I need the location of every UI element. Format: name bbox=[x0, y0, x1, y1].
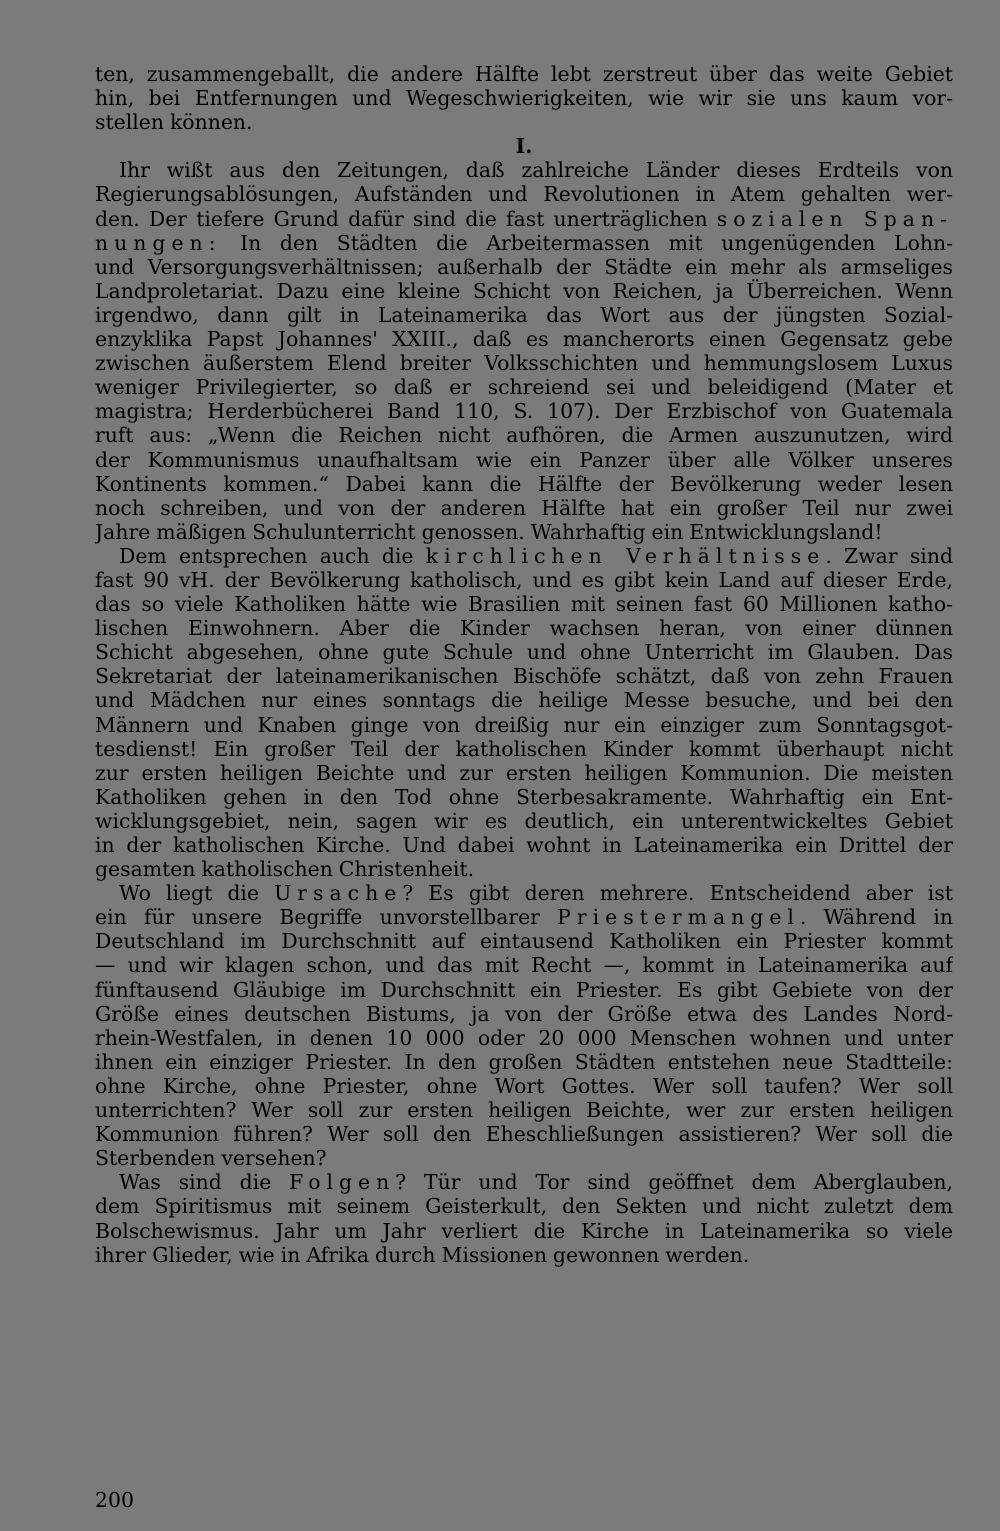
text-line bbox=[95, 929, 953, 953]
text-run: und Mädchen nur eines sonntags die heilige Messe besuche, und bei den bbox=[95, 688, 953, 713]
text-run: und Versorgungsverhältnissen; außerhalb der Städte ein mehr als armseliges bbox=[95, 254, 953, 279]
text-line bbox=[95, 520, 953, 544]
text-line bbox=[95, 640, 953, 664]
text-run: Regierungsablösungen, Aufständen und Revolutionen in Atem gehalten wer- bbox=[95, 182, 953, 207]
page-number: 200 bbox=[95, 1488, 134, 1512]
text-line bbox=[95, 448, 953, 472]
text-run: Größe eines deutschen Bistums, ja von der Größe etwa des Landes Nord- bbox=[95, 1001, 953, 1026]
text-line bbox=[95, 1243, 953, 1267]
text-line bbox=[95, 1074, 953, 1098]
text-run: ihnen ein einziger Priester. In den großen Städten entstehen neue Stadtteile: bbox=[95, 1049, 953, 1074]
text-line bbox=[95, 1050, 953, 1074]
text-run: . Zwar sind bbox=[825, 543, 953, 568]
text-line bbox=[95, 857, 953, 881]
text-run: zwischen äußerstem Elend breiter Volksschichten und hemmungslosem Luxus bbox=[95, 351, 953, 376]
text-run: Dem entsprechen auch die bbox=[119, 543, 426, 568]
text-run: ihrer Glieder, wie in Afrika durch Missionen gewonnen werden. bbox=[95, 1242, 750, 1267]
text-run: tesdienst! Ein großer Teil der katholischen Kinder kommt überhaupt nicht bbox=[95, 736, 953, 761]
text-line bbox=[95, 881, 953, 905]
text-line bbox=[95, 472, 953, 496]
text-line bbox=[95, 905, 953, 929]
text-line bbox=[95, 688, 953, 712]
text-line bbox=[95, 953, 953, 977]
text-run: zur ersten heiligen Beichte und zur ersten heiligen Kommunion. Die meisten bbox=[95, 760, 953, 785]
text-run: Katholiken gehen in den Tod ohne Sterbesakramente. Wahrhaftig ein Ent- bbox=[95, 784, 953, 809]
text-run: ? Tür und Tor sind geöffnet dem Aberglauben, bbox=[395, 1170, 953, 1195]
text-line bbox=[95, 399, 953, 423]
spaced-emphasis: Folgen bbox=[289, 1170, 396, 1195]
text-run: Kontinents kommen.“ Dabei kann die Hälfte der Bevölkerung weder lesen bbox=[95, 471, 953, 496]
text-run: irgendwo, dann gilt in Lateinamerika das Wort aus der jüngsten Sozial- bbox=[95, 302, 953, 327]
text-line bbox=[95, 182, 953, 206]
spaced-emphasis: kirchlichen Verhältnisse bbox=[425, 543, 826, 568]
text-line bbox=[95, 616, 953, 640]
text-run: noch schreiben, und von der anderen Hälfte hat ein großer Teil nur zwei bbox=[95, 495, 953, 520]
text-run: ten, zusammengeballt, die andere Hälfte lebt zerstreut über das weite Gebiet bbox=[95, 62, 953, 86]
text-run: fünftausend Gläubige im Durchschnitt ein Priester. Es gibt Gebiete von der bbox=[95, 977, 953, 1002]
text-run: wicklungsgebiet, nein, sagen wir es deutlich, ein unterentwickeltes Gebiet bbox=[95, 808, 953, 833]
text-run: dem Spiritismus mit seinem Geisterkult, den Sekten und nicht zuletzt dem bbox=[95, 1194, 953, 1219]
text-run: rhein-Westfalen, in denen 10 000 oder 20 000 Menschen wohnen und unter bbox=[95, 1025, 953, 1050]
text-line bbox=[95, 1002, 953, 1026]
text-line bbox=[95, 62, 953, 86]
text-run: — und wir klagen schon, und das mit Recht —, kommt in Lateinamerika auf bbox=[95, 953, 953, 978]
text-run: ohne Kirche, ohne Priester, ohne Wort Gottes. Wer soll taufen? Wer soll bbox=[95, 1073, 953, 1098]
text-line bbox=[95, 255, 953, 279]
text-run: Ihr wißt aus den Zeitungen, daß zahlreiche Länder dieses Erdteils von bbox=[119, 158, 953, 183]
text-line bbox=[95, 375, 953, 399]
text-line bbox=[95, 423, 953, 447]
text-line bbox=[95, 1026, 953, 1050]
text-run: ruft aus: „Wenn die Reichen nicht aufhören, die Armen auszunutzen, wird bbox=[95, 423, 953, 448]
text-run: hin, bei Entfernungen und Wegeschwierigkeiten, wie wir sie uns kaum vor- bbox=[95, 86, 953, 111]
text-run: Männern und Knaben ginge von dreißig nur ein einziger zum Sonntagsgot- bbox=[95, 712, 953, 737]
text-line bbox=[95, 664, 953, 688]
text-line bbox=[95, 785, 953, 809]
section-heading: I. bbox=[515, 134, 533, 159]
text-line bbox=[95, 1098, 953, 1122]
text-run: weniger Privilegierter, so daß er schreiend sei und beleidigend (Mater et bbox=[95, 375, 953, 400]
text-run: ? Es gibt deren mehrere. Entscheidend aber ist bbox=[402, 881, 953, 906]
text-run: das so viele Katholiken hätte wie Brasilien mit seinen fast 60 Millionen katho- bbox=[95, 592, 953, 617]
text-run: Deutschland im Durchschnitt auf eintausend Katholiken ein Priester kommt bbox=[95, 929, 953, 954]
text-line bbox=[95, 496, 953, 520]
text-run: ein für unsere Begriffe unvorstellbarer bbox=[95, 905, 558, 930]
spaced-emphasis: nungen: bbox=[95, 230, 222, 255]
text-run: gesamten katholischen Christenheit. bbox=[95, 857, 475, 882]
text-run: der Kommunismus unaufhaltsam wie ein Panzer über alle Völker unseres bbox=[95, 447, 953, 472]
text-run: Bolschewismus. Jahr um Jahr verliert die Kirche in Lateinamerika so viele bbox=[95, 1218, 953, 1243]
text-line bbox=[95, 207, 953, 231]
text-line bbox=[95, 1146, 953, 1170]
text-run: Was sind die bbox=[119, 1170, 290, 1195]
text-line bbox=[95, 761, 953, 785]
body-text bbox=[95, 62, 953, 1267]
text-line bbox=[95, 737, 953, 761]
text-line bbox=[95, 568, 953, 592]
text-run: Wo liegt die bbox=[119, 881, 275, 906]
text-line bbox=[95, 1170, 953, 1194]
text-line bbox=[95, 544, 953, 568]
text-run: lischen Einwohnern. Aber die Kinder wachsen heran, von einer dünnen bbox=[95, 616, 953, 641]
text-line bbox=[95, 351, 953, 375]
text-run: . Während in bbox=[799, 905, 953, 930]
text-line bbox=[95, 231, 953, 255]
text-run: unterrichten? Wer soll zur ersten heiligen Beichte, wer zur ersten heiligen bbox=[95, 1098, 953, 1123]
text-run: Kommunion führen? Wer soll den Eheschließungen assistieren? Wer soll die bbox=[95, 1122, 953, 1147]
text-run: enzyklika Papst Johannes' XXIII., daß es mancherorts einen Gegensatz gebe bbox=[95, 327, 953, 352]
text-run: In den Städten die Arbeitermassen mit ungenügenden Lohn- bbox=[221, 230, 953, 255]
text-run: Sekretariat der lateinamerikanischen Bischöfe schätzt, daß von zehn Frauen bbox=[95, 664, 953, 689]
text-line bbox=[95, 303, 953, 327]
text-line bbox=[95, 833, 953, 857]
text-line bbox=[95, 158, 953, 182]
text-line bbox=[95, 86, 953, 110]
text-line bbox=[95, 327, 953, 351]
text-run: fast 90 vH. der Bevölkerung katholisch, und es gibt kein Land auf dieser Erde, bbox=[95, 567, 953, 592]
text-line bbox=[95, 713, 953, 737]
text-run: Jahre mäßigen Schulunterricht genossen. Wahrhaftig ein Entwicklungsland! bbox=[95, 519, 883, 544]
text-line bbox=[95, 1194, 953, 1218]
text-line bbox=[95, 592, 953, 616]
text-line bbox=[95, 110, 953, 134]
text-run: Landproletariat. Dazu eine kleine Schicht von Reichen, ja Überreichen. Wenn bbox=[95, 278, 953, 303]
text-line bbox=[95, 1122, 953, 1146]
text-run: in der katholischen Kirche. Und dabei wohnt in Lateinamerika ein Drittel der bbox=[95, 833, 953, 857]
text-run: den. Der tiefere Grund dafür sind die fast unerträglichen bbox=[95, 206, 717, 231]
text-run: Sterbenden versehen? bbox=[95, 1146, 327, 1171]
text-line bbox=[95, 1219, 953, 1243]
spaced-emphasis: sozialen Span- bbox=[716, 206, 953, 231]
text-run: Schicht abgesehen, ohne gute Schule und ohne Unterricht im Glauben. Das bbox=[95, 640, 953, 665]
text-line bbox=[95, 279, 953, 303]
spaced-emphasis: Priestermangel bbox=[557, 905, 800, 930]
spaced-emphasis: Ursache bbox=[274, 881, 403, 906]
text-run: stellen können. bbox=[95, 110, 253, 135]
text-line bbox=[95, 978, 953, 1002]
text-run: magistra; Herderbücherei Band 110, S. 107). Der Erzbischof von Guatemala bbox=[95, 399, 953, 424]
text-line bbox=[95, 809, 953, 833]
